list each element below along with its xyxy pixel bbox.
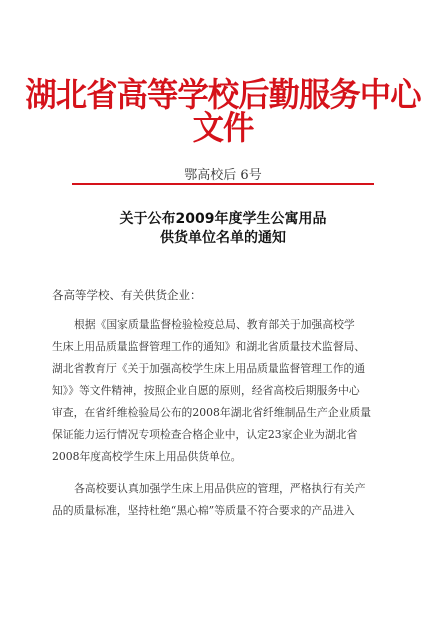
paragraph-2-line: 各高校要认真加强学生床上用品供应的管理，严格执行有关产 [74, 482, 366, 495]
title-line-2: 供货单位名单的通知 [160, 230, 286, 246]
header-divider [72, 183, 374, 185]
salutation: 各高等学校、有关供货企业： [52, 288, 202, 302]
document-body [52, 314, 402, 522]
paragraph-1-line: 根据《国家质量监督检验检疫总局、教育部关于加强高校学 [74, 318, 355, 331]
paragraph-1-line: 湖北省教育厅《关于加强高校学生床上用品质量监督管理工作的通 [52, 362, 366, 375]
document-header: 湖北省高等学校后勤服务中心文件 [25, 75, 421, 147]
title-line-1: 关于公布2009年度学生公寓用品 [119, 211, 327, 227]
paragraph-1-line: 生床上用品质量监督管理工作的通知》和湖北省质量技术监督局、 [52, 340, 366, 353]
document-number: 鄂高校后 6号 [184, 168, 262, 183]
paragraph-2-line: 品的质量标准，坚持杜绝“黑心棉”等质量不符合要求的产品进入 [52, 504, 355, 517]
paragraph-gap [52, 468, 402, 478]
paragraph-1-line: 保证能力运行情况专项检查合格企业中，认定23家企业为湖北省 [52, 428, 358, 441]
document-title [0, 210, 446, 248]
paragraph-1-line: 审查，在省纤维检验局公布的2008年湖北省纤维制品生产企业质量 [52, 406, 371, 419]
paragraph-1-line: 知》》等文件精神，按照企业自愿的原则，经省高校后期服务中心 [52, 384, 360, 397]
paragraph-1-line: 2008年度高校学生床上用品供货单位。 [52, 450, 242, 463]
